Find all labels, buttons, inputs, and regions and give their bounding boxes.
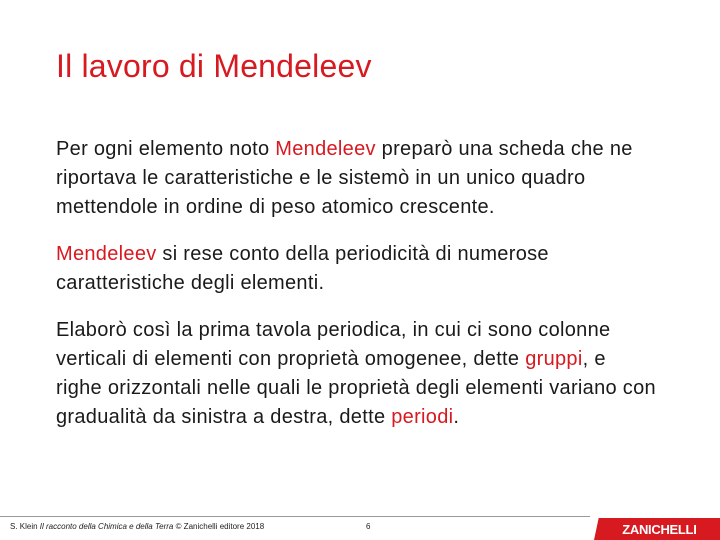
text-run: . — [453, 406, 460, 428]
paragraph — [56, 240, 656, 298]
publisher-logo — [594, 518, 720, 540]
paragraph — [56, 316, 656, 432]
publisher-logo-text: ZANICHELLI — [622, 521, 697, 537]
text-run: , e righe orizzontali nelle quali le proprietà degli elementi variano con gradualità da sinistra a destra, dette — [56, 348, 656, 428]
text-run: Per ogni elemento noto — [56, 138, 276, 160]
highlight-term: gruppi — [525, 348, 583, 370]
text-run: si rese conto della periodicità di numerose caratteristiche degli elementi. — [56, 243, 549, 294]
footer-divider — [0, 516, 590, 517]
highlight-term: periodi — [391, 406, 454, 428]
highlight-term: Mendeleev — [275, 138, 376, 160]
paragraph — [56, 135, 656, 222]
footer-credit — [10, 522, 264, 531]
text-run: Elaborò così la prima tavola periodica, in cui ci sono colonne verticali di elementi con proprietà omogenee, dette — [56, 319, 611, 370]
slide-body — [56, 135, 656, 450]
footer-book-title: Il racconto della Chimica e della Terra — [39, 522, 174, 531]
text-run: preparò una scheda che ne riportava le caratteristiche e le sistemò in un unico quadro mettendole in ordine di peso atomico crescente. — [56, 138, 633, 218]
footer-rights: © Zanichelli editore 2018 — [173, 522, 265, 531]
highlight-term: Mendeleev — [56, 243, 157, 265]
page-number: 6 — [366, 522, 371, 531]
slide-title: Il lavoro di Mendeleev — [56, 48, 372, 84]
footer-author: S. Klein — [10, 522, 40, 531]
